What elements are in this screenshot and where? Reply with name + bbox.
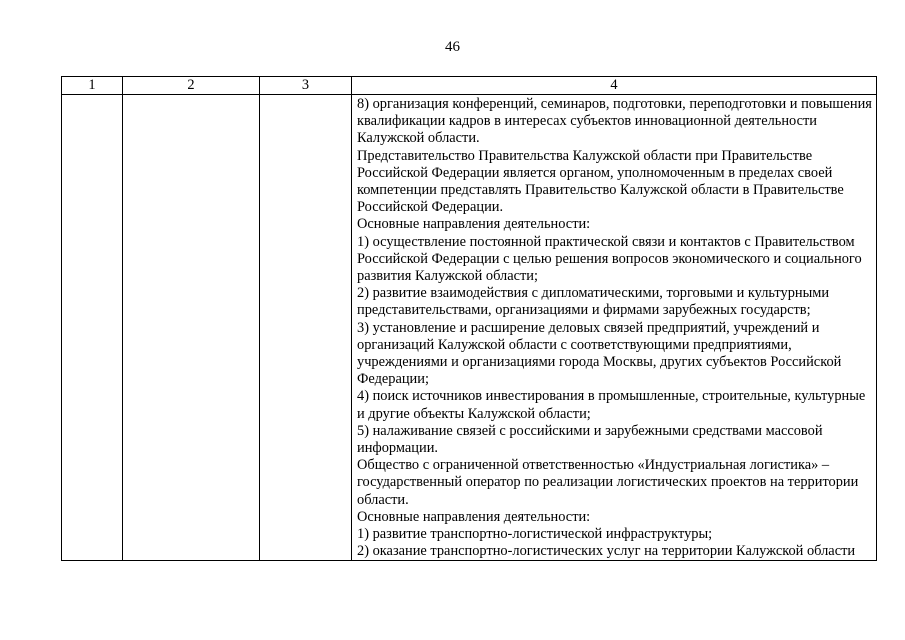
column-header-3: 3 <box>260 77 352 95</box>
paragraph-logistics-directions-heading: Основные направления деятельности: <box>357 508 591 525</box>
table-header-row <box>62 77 877 95</box>
column-header-4: 4 <box>352 77 877 95</box>
cell-col-4 <box>352 95 877 561</box>
cell-col-2 <box>123 95 260 561</box>
cell-col-3 <box>260 95 352 561</box>
page-number: 46 <box>445 39 460 55</box>
column-header-2: 2 <box>123 77 260 95</box>
paragraph-direction-1: 1) осуществление постоянной практической связи и контактов с Правительством Российской Федерации с целью решения вопросов экономического и социального развития Калужской области; <box>357 233 862 285</box>
paragraph-direction-2: 2) развитие взаимодействия с дипломатическими, торговыми и культурными представительствами, организациями и фирмами зарубежных государств; <box>357 285 830 319</box>
paragraph-logistics-direction-2: 2) оказание транспортно-логистических услуг на территории Калужской области <box>357 543 856 560</box>
paragraph-item-8: 8) организация конференций, семинаров, подготовки, переподготовки и повышения квалификации кадров в интересах субъектов инновационной деятельности Калужской области. <box>357 96 872 147</box>
paragraph-direction-4: 4) поиск источников инвестирования в промышленные, строительные, культурные и другие объекты Калужской области; <box>357 388 866 422</box>
paragraph-logistics-direction-1: 1) развитие транспортно-логистической инфраструктуры; <box>357 526 713 543</box>
paragraph-main-directions-heading: Основные направления деятельности: <box>357 216 591 233</box>
cell-col-1 <box>62 95 123 561</box>
document-table <box>61 76 877 561</box>
table-row <box>62 95 877 561</box>
paragraph-direction-3: 3) установление и расширение деловых связей предприятий, учреждений и организаций Калужской области с соответствующими предприятиями, учреждениями и организациями города Москвы, других субъектов Российской Федерации; <box>357 319 842 388</box>
paragraph-logistics-intro: Общество с ограниченной ответственностью «Индустриальная логистика» – государственный оператор по реализации логистических проектов на территории области. <box>357 457 859 508</box>
column-header-1: 1 <box>62 77 123 95</box>
paragraph-direction-5: 5) налаживание связей с российскими и зарубежными средствами массовой информации. <box>357 422 823 457</box>
paragraph-representation-intro: Представительство Правительства Калужской области при Правительстве Российской Федерации является органом, уполномоченным в пределах своей компетенции представлять Правительство Калужской области в Правительстве Российской Федерации. <box>357 147 844 216</box>
